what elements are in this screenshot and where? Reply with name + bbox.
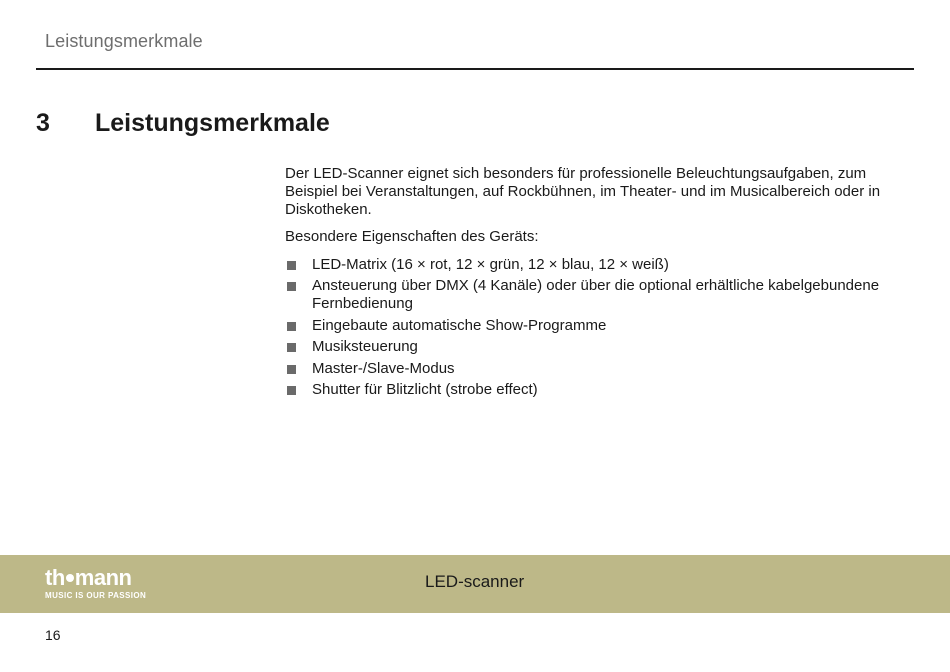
- list-item-text: Eingebaute automatische Show-Programme: [312, 316, 607, 334]
- square-bullet-icon: [287, 343, 296, 352]
- list-item: [285, 277, 917, 313]
- product-name: LED-scanner: [425, 572, 525, 591]
- square-bullet-icon: [287, 261, 296, 270]
- logo-dot-icon: [66, 574, 74, 582]
- features-list: [285, 256, 917, 399]
- list-item: [285, 317, 917, 335]
- list-item-text: Shutter für Blitzlicht (strobe effect): [312, 380, 538, 398]
- square-bullet-icon: [287, 282, 296, 291]
- logo-wordmark: th mann: [45, 565, 132, 590]
- header-rule: [36, 68, 914, 70]
- list-item: [285, 381, 917, 399]
- running-header: Leistungsmerkmale: [45, 31, 203, 51]
- square-bullet-icon: [287, 386, 296, 395]
- list-item: [285, 256, 917, 274]
- square-bullet-icon: [287, 365, 296, 374]
- list-item-text: LED-Matrix (16 × rot, 12 × grün, 12 × blau, 12 × weiß): [312, 256, 669, 273]
- page-number: 16: [45, 627, 61, 643]
- footer-band: [0, 555, 950, 613]
- square-bullet-icon: [287, 322, 296, 331]
- features-lead: Besondere Eigenschaften des Geräts:: [285, 228, 539, 245]
- list-item: [285, 338, 917, 356]
- list-item-text: Master-/Slave-Modus: [312, 359, 455, 377]
- logo-tagline: MUSIC IS OUR PASSION: [45, 591, 147, 600]
- thomann-logo: [45, 567, 146, 600]
- list-item-text: Ansteuerung über DMX (4 Kanäle) oder über die optional erhältliche kabelgebundene Fernbedienung: [312, 277, 880, 313]
- list-item-text: Musiksteuerung: [312, 338, 418, 356]
- intro-paragraph: Der LED-Scanner eignet sich besonders für professionelle Beleuchtungsaufgaben, zum Beispiel bei Veranstaltungen, auf Rockbühnen, im Theater- und im Musicalbereich oder in Diskotheken.: [285, 165, 881, 218]
- body-text: [285, 165, 917, 402]
- section-number: 3: [36, 109, 50, 137]
- section-title: Leistungsmerkmale: [95, 109, 330, 137]
- list-item: [285, 360, 917, 378]
